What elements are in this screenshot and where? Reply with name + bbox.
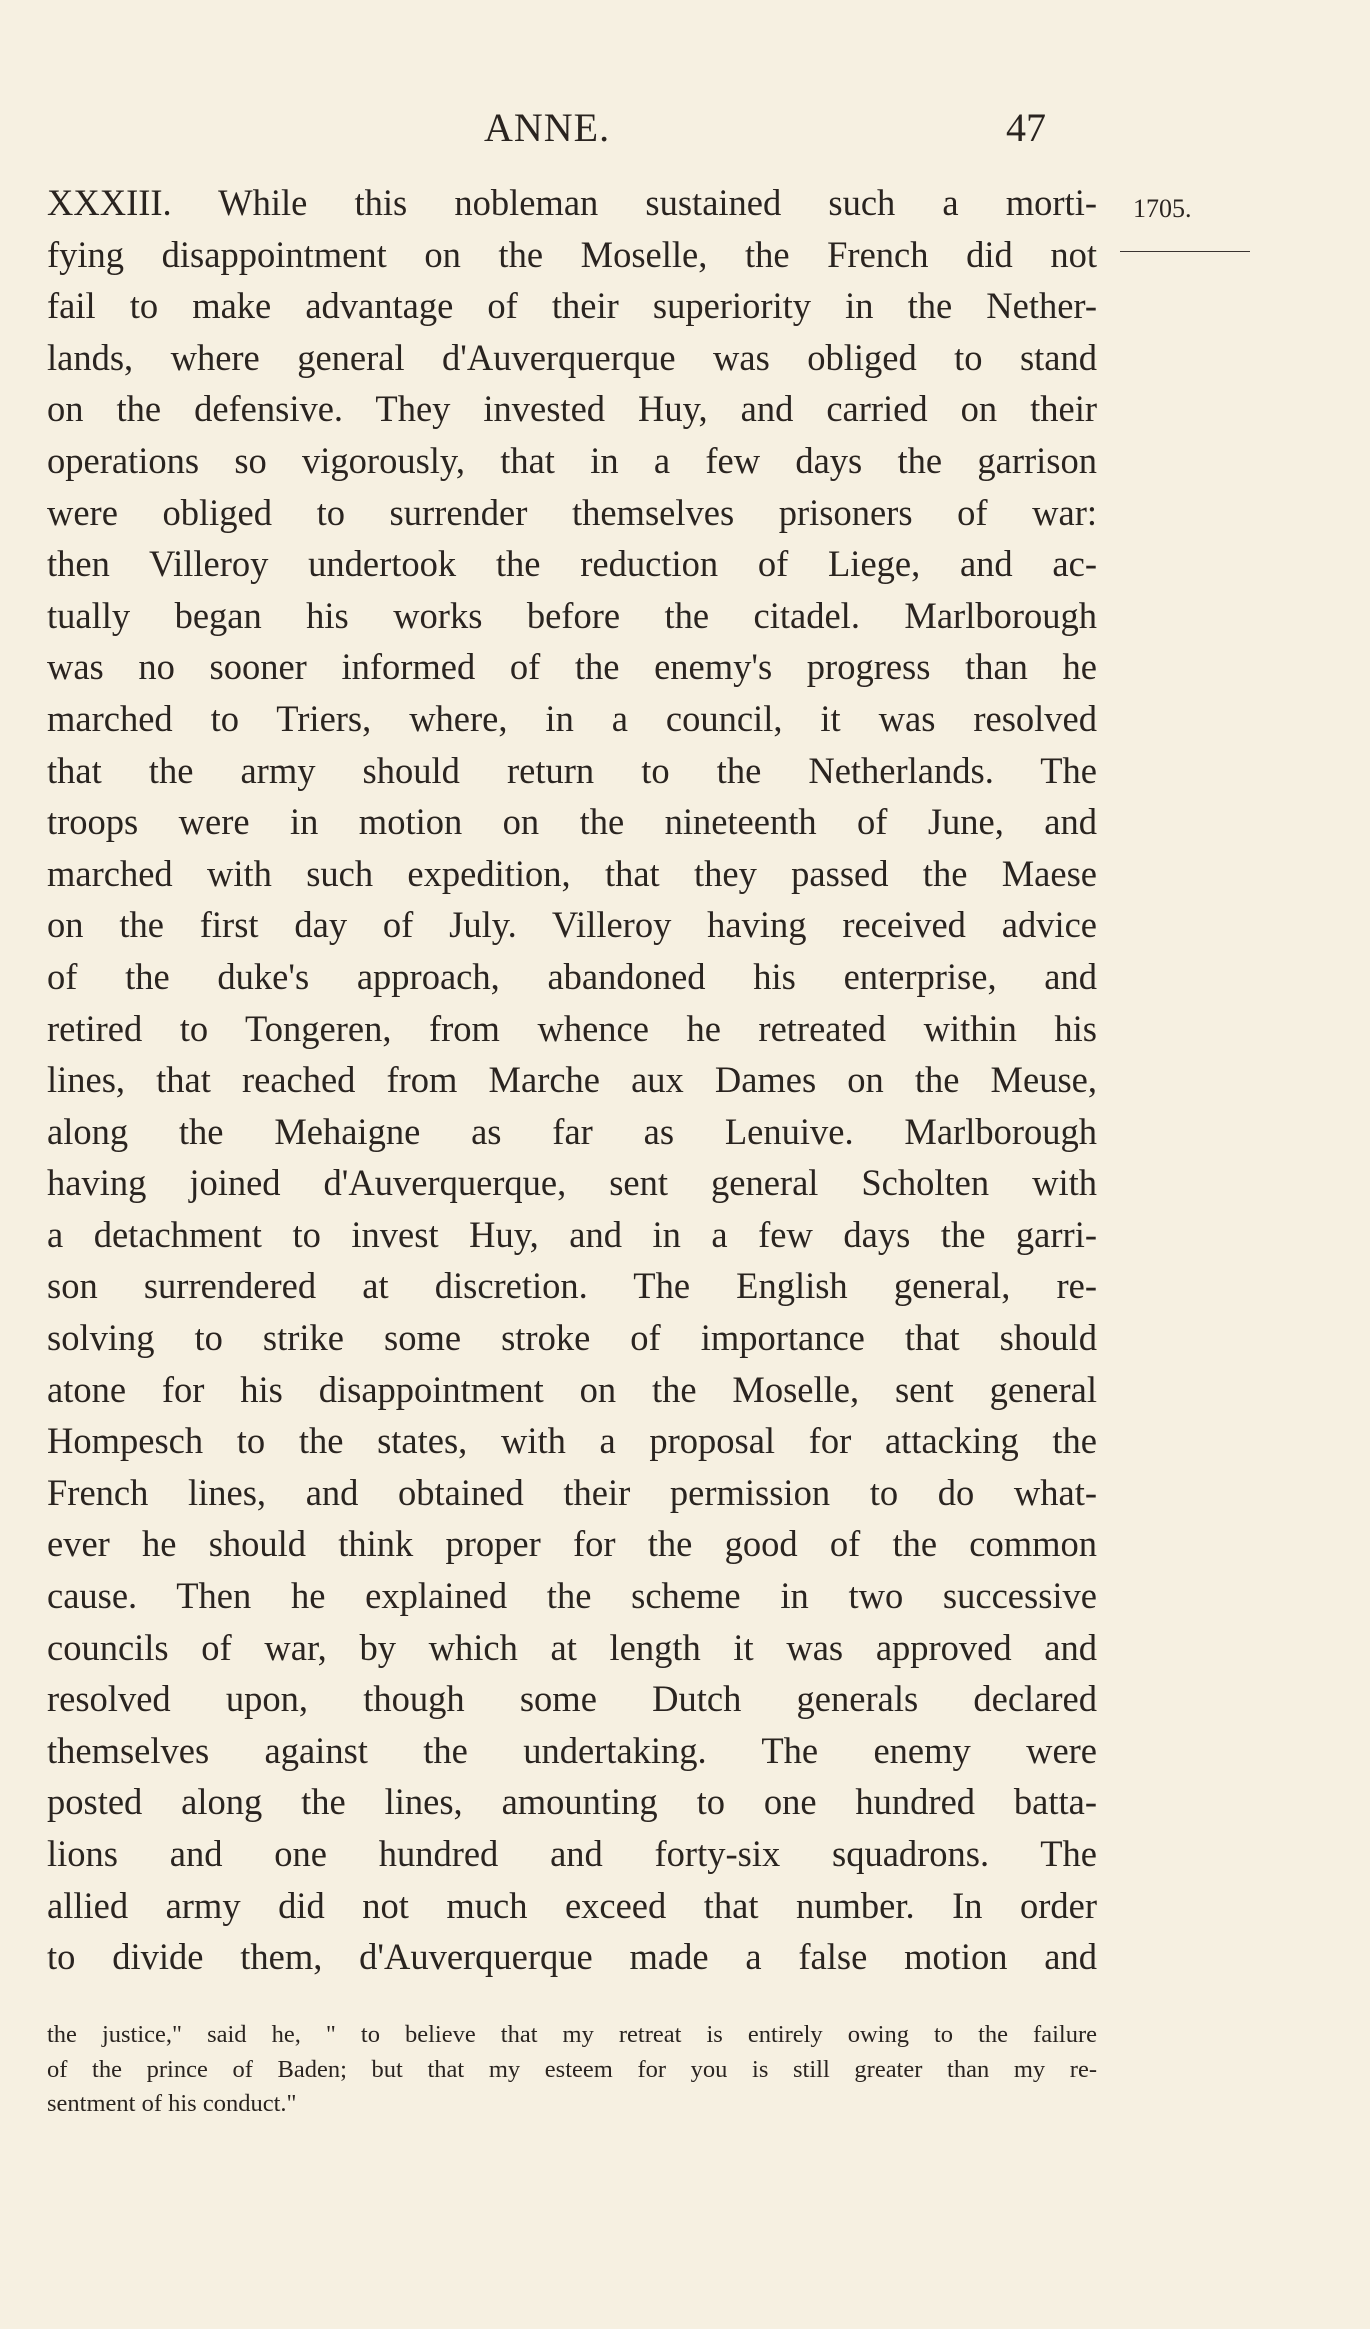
body-line: on the first day of July. Villeroy having received advice [47, 904, 1097, 946]
body-line: troops were in motion on the nineteenth of June, and [47, 801, 1097, 843]
body-line: atone for his disappointment on the Moselle, sent general [47, 1368, 1097, 1410]
page-number: 47 [1006, 105, 1046, 150]
footnote-line: sentment of his conduct." [47, 2090, 297, 2117]
body-line: marched with such expedition, that they passed the Maese [47, 852, 1097, 894]
body-line: lions and one hundred and forty-six squadrons. The [47, 1833, 1097, 1874]
running-head-title: ANNE. [484, 105, 611, 150]
body-line: ever he should think proper for the good of the common [47, 1523, 1097, 1565]
body-line: resolved upon, though some Dutch generals declared [47, 1678, 1097, 1720]
body-line: lands, where general d'Auverquerque was obliged to stand [47, 336, 1097, 378]
body-line: fying disappointment on the Moselle, the French did not [47, 233, 1097, 275]
body-line: operations so vigorously, that in a few days the garrison [47, 439, 1097, 481]
body-line: having joined d'Auverquerque, sent general Scholten with [47, 1162, 1097, 1204]
body-line: to divide them, d'Auverquerque made a false motion and [47, 1936, 1097, 1978]
body-line: fail to make advantage of their superiority in the Nether- [47, 285, 1097, 327]
body-line: XXXIII. While this nobleman sustained such a morti- [47, 182, 1097, 223]
margin-rule-divider [1120, 251, 1250, 252]
body-line: Hompesch to the states, with a proposal for attacking the [47, 1420, 1097, 1462]
body-line: along the Mehaigne as far as Lenuive. Marlborough [47, 1110, 1097, 1152]
body-line: solving to strike some stroke of importance that should [47, 1317, 1097, 1359]
body-line: a detachment to invest Huy, and in a few days the garri- [47, 1213, 1097, 1255]
body-line: that the army should return to the Netherlands. The [47, 749, 1097, 791]
margin-year-note: 1705. [1133, 194, 1192, 223]
body-line: retired to Tongeren, from whence he retreated within his [47, 1007, 1097, 1049]
body-line: cause. Then he explained the scheme in two successive [47, 1575, 1097, 1617]
body-line: son surrendered at discretion. The English general, re- [47, 1265, 1097, 1307]
body-line: French lines, and obtained their permission to do what- [47, 1471, 1097, 1513]
body-line: themselves against the undertaking. The enemy were [47, 1729, 1097, 1771]
body-line: then Villeroy undertook the reduction of Liege, and ac- [47, 543, 1097, 585]
body-line: marched to Triers, where, in a council, it was resolved [47, 697, 1097, 739]
body-line: was no sooner informed of the enemy's progress than he [47, 646, 1097, 688]
body-line: tually began his works before the citadel. Marlborough [47, 594, 1097, 636]
footnote-line: of the prince of Baden; but that my esteem for you is still greater than my re- [47, 2055, 1097, 2083]
body-line: councils of war, by which at length it was approved and [47, 1626, 1097, 1668]
footnote-line: the justice," said he, " to believe that my retreat is entirely owing to the failure [47, 2021, 1097, 2048]
footnote [47, 2018, 1097, 2122]
body-line: allied army did not much exceed that number. In order [47, 1884, 1097, 1926]
body-line: of the duke's approach, abandoned his enterprise, and [47, 955, 1097, 997]
body-text [47, 177, 1097, 1983]
body-line: on the defensive. They invested Huy, and carried on their [47, 388, 1097, 430]
running-head [0, 104, 1370, 154]
body-line: lines, that reached from Marche aux Dames on the Meuse, [47, 1059, 1097, 1101]
body-line: posted along the lines, amounting to one hundred batta- [47, 1781, 1097, 1823]
body-line: were obliged to surrender themselves prisoners of war: [47, 491, 1097, 533]
